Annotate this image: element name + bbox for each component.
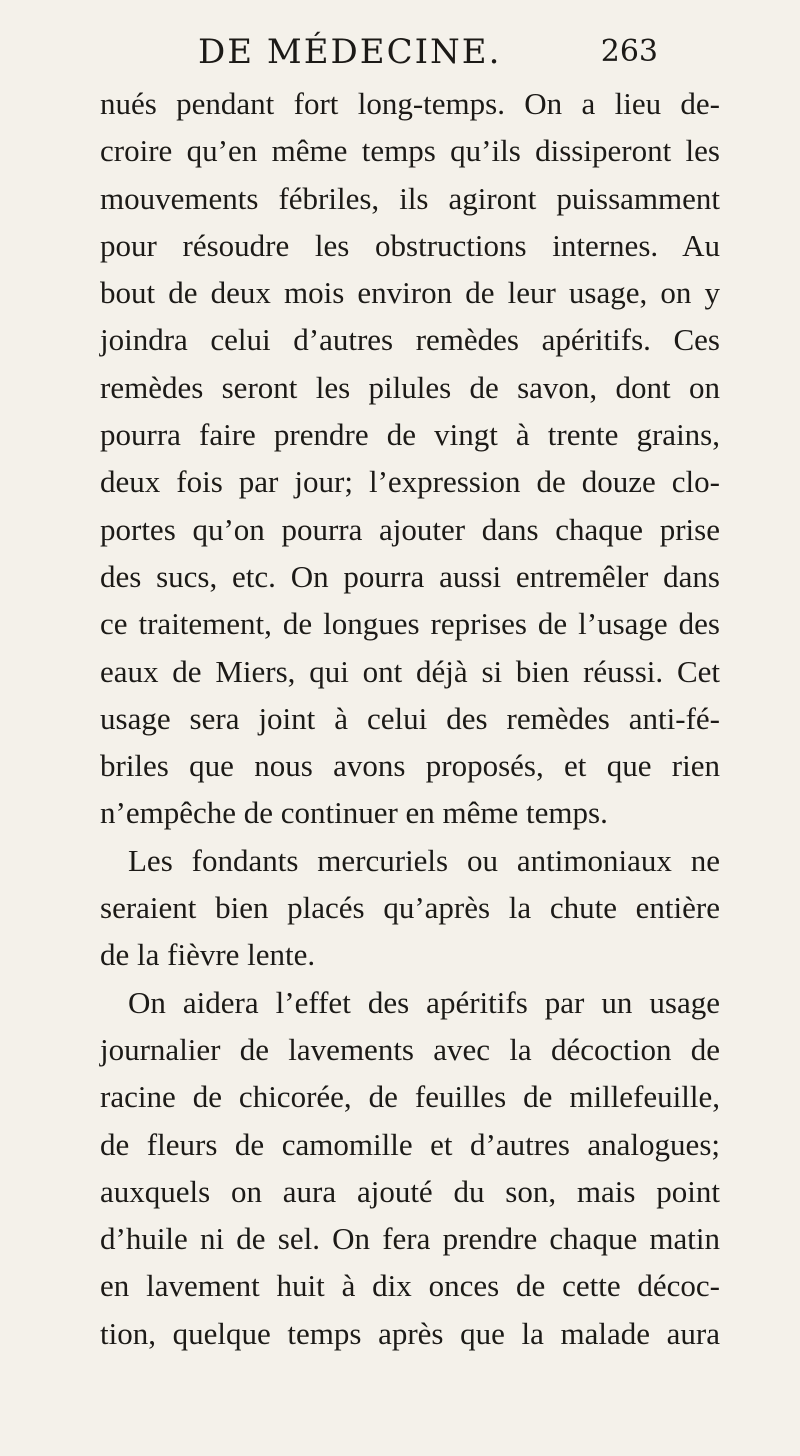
text-line: mouvements fébriles, ils agiront puissamment [100,180,720,216]
text-line: de fleurs de camomille et d’autres analogues; [100,1126,720,1162]
running-title: DE MÉDECINE. [198,32,502,72]
running-head [198,30,658,74]
text-line: des sucs, etc. On pourra aussi entremêler dans [100,558,720,594]
text-line: journalier de lavements avec la décoction de [100,1031,720,1067]
text-line: en lavement huit à dix onces de cette décoc- [100,1268,720,1304]
text-line: n’empêche de continuer en même temps. [100,795,608,831]
text-line: remèdes seront les pilules de savon, dont on [100,369,720,405]
text-line: portes qu’on pourra ajouter dans chaque prise [100,511,720,547]
text-line: On aidera l’effet des apéritifs par un usage [128,984,720,1020]
text-line: seraient bien placés qu’après la chute entière [100,890,720,926]
text-line: pourra faire prendre de vingt à trente grains, [100,417,720,453]
text-line: Les fondants mercuriels ou antimoniaux ne [128,842,720,878]
text-line: tion, quelque temps après que la malade aura [100,1315,720,1351]
text-line: pour résoudre les obstructions internes. Au [100,227,720,263]
text-line: de la fièvre lente. [100,937,316,973]
text-line: eaux de Miers, qui ont déjà si bien réussi. Cet [100,653,720,689]
text-line: usage sera joint à celui des remèdes anti-fé- [100,700,720,736]
text-line: d’huile ni de sel. On fera prendre chaque matin [100,1221,720,1257]
page-number: 263 [600,34,658,69]
text-line: croire qu’en même temps qu’ils dissiperont les [100,133,720,169]
text-line: joindra celui d’autres remèdes apéritifs. Ces [100,322,720,358]
body-text [100,80,720,1357]
text-line: bout de deux mois environ de leur usage, on y [100,275,720,311]
text-line: deux fois par jour; l’expression de douze clo- [100,464,720,500]
text-line: nués pendant fort long-temps. On a lieu de- [100,86,720,121]
text-line: ce traitement, de longues reprises de l’usage des [100,606,720,642]
text-line: racine de chicorée, de feuilles de millefeuille, [100,1079,720,1115]
text-line: briles que nous avons proposés, et que rien [100,748,720,784]
text-line: auxquels on aura ajouté du son, mais point [100,1173,720,1209]
